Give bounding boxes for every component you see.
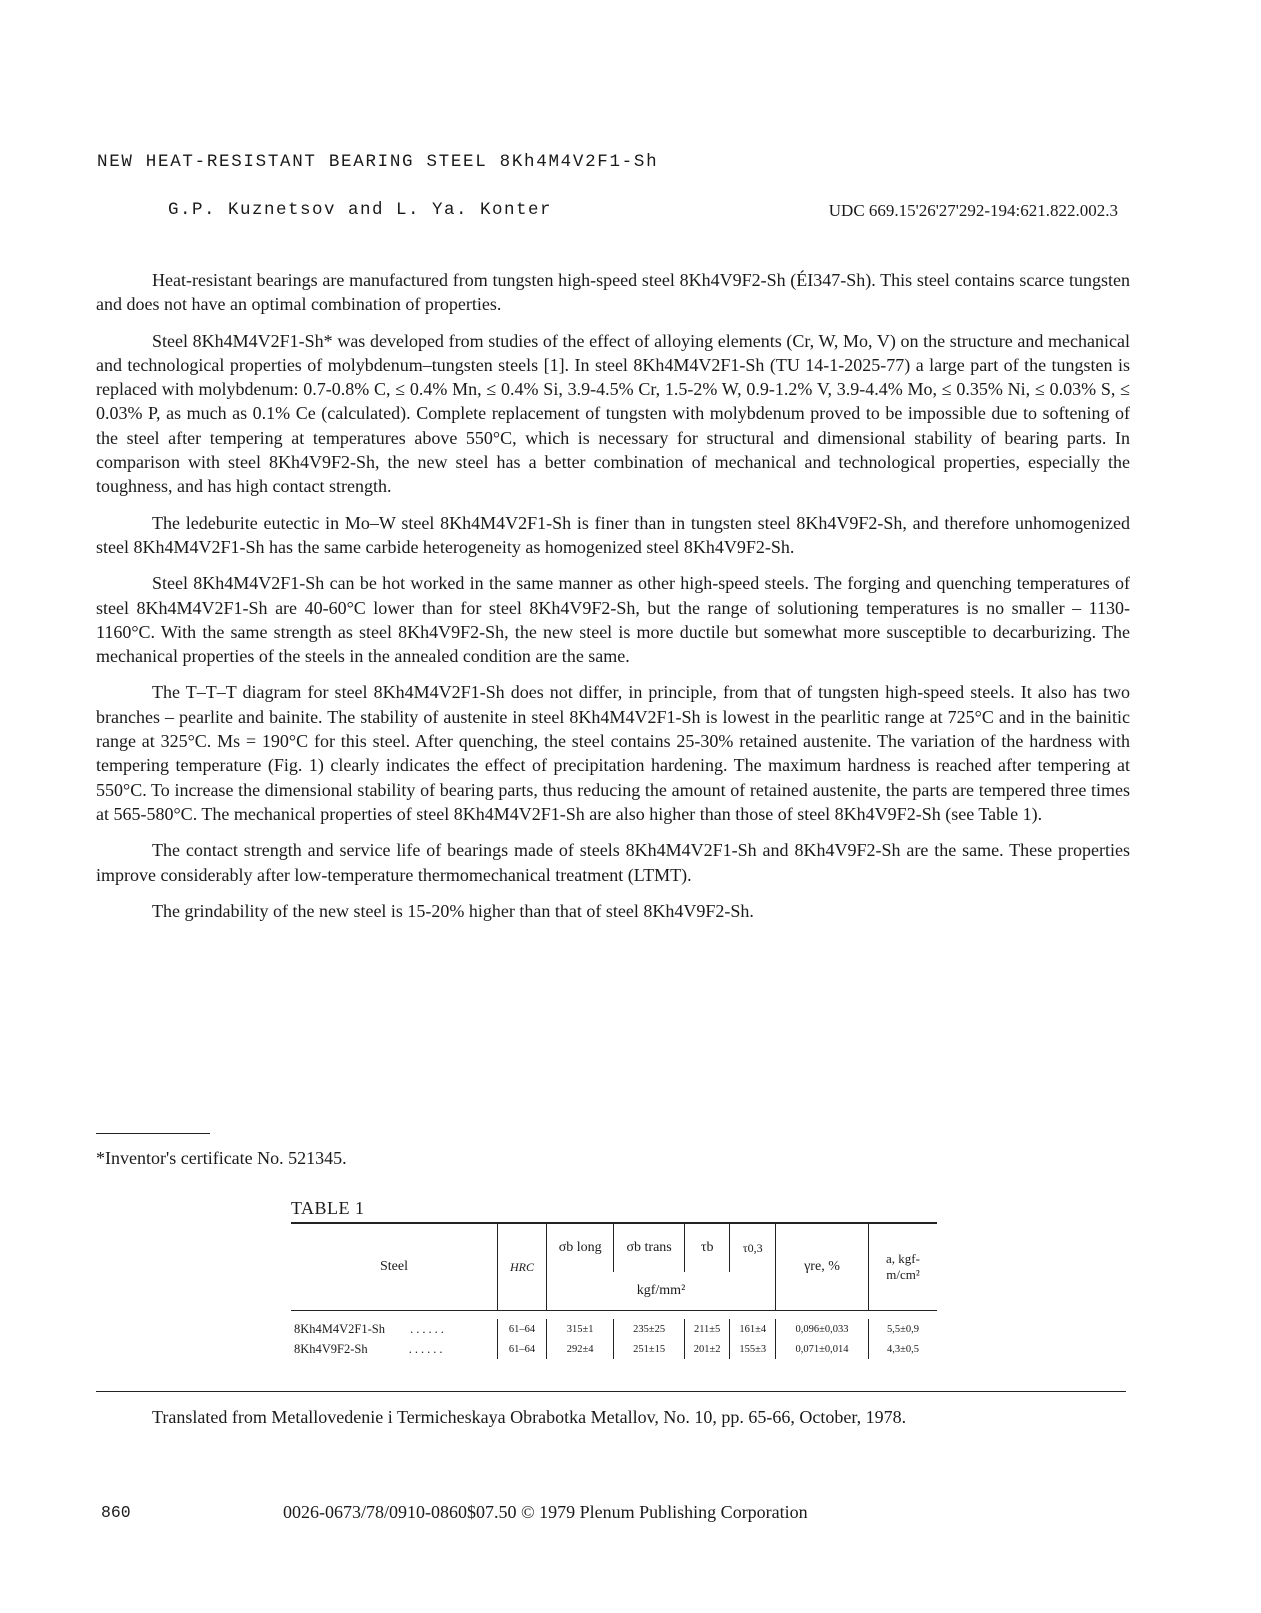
- paragraph: The grindability of the new steel is 15-20% higher than that of steel 8Kh4V9F2-Sh.: [152, 900, 754, 921]
- body-text: [96, 268, 1130, 935]
- paragraph: Steel 8Kh4M4V2F1-Sh* was developed from studies of the effect of alloying elements (Cr, W, Mo, V) on the structure and mechanical and technological properties of molybdenum–tungsten steels [1]. In steel 8Kh4M4V2F1-Sh (TU 14-1-2025-77) a large part of the tungsten is replaced with molybdenum: 0.7-0.8% C, ≤ 0.4% Mn, ≤ 0.4% Si, 3.9-4.5% Cr, 1.5-2% W, 0.9-1.2% V, 3.9-4.4% Mo, ≤ 0.35% Ni, ≤ 0.03% S, ≤ 0.03% P, as much as 0.1% Ce (calculated). Complete replacement of tungsten with molybdenum proved to be impossible due to softening of the steel after tempering at temperatures above 550°C, which is necessary for structural and dimensional stability of bearing parts. In comparison with steel 8Kh4V9F2-Sh, the new steel has a better combination of mechanical and technological properties, especially the toughness, and has high contact strength.: [96, 330, 1130, 497]
- header-sigma-long: σb long: [547, 1223, 614, 1272]
- table-label: TABLE 1: [291, 1198, 365, 1218]
- header-tau-03: τ0,3: [730, 1223, 776, 1272]
- cell-tau-b: 201±2: [684, 1339, 730, 1359]
- section-divider: [96, 1391, 1126, 1392]
- steel-name: 8Kh4M4V2F1-Sh: [294, 1322, 385, 1336]
- udc-code: UDC 669.15'26'27'292-194:621.822.002.3: [828, 201, 1118, 220]
- paragraph: The T–T–T diagram for steel 8Kh4M4V2F1-Sh does not differ, in principle, from that of tungsten high-speed steels. It also has two branches – pearlite and bainite. The stability of austenite in steel 8Kh4M4V2F1-Sh is lowest in the pearlitic range at 725°C and in the bainitic range at 325°C. Ms = 190°C for this steel. After quenching, the steel contains 25-30% retained austenite. The variation of the hardness with tempering temperature (Fig. 1) clearly indicates the effect of precipitation hardening. The maximum hardness is reached after tempering at 550°C. To increase the dimensional stability of bearing parts, thus reducing the amount of retained austenite, the parts are tempered three times at 565-580°C. The mechanical properties of steel 8Kh4M4V2F1-Sh are also higher than those of steel 8Kh4V9F2-Sh (see Table 1).: [96, 682, 1130, 824]
- leader-dots: ......: [410, 1322, 447, 1336]
- header-steel: Steel: [291, 1223, 498, 1311]
- page-number: 860: [101, 1503, 131, 1522]
- footnote: *Inventor's certificate No. 521345.: [96, 1148, 347, 1168]
- cell-impact: 4,3±0,5: [869, 1339, 938, 1359]
- publisher-code: 0026-0673/78/0910-0860$07.50 © 1979 Plenum Publishing Corporation: [283, 1502, 808, 1522]
- paper-authors: G.P. Kuznetsov and L. Ya. Konter: [168, 200, 553, 220]
- leader-dots: ......: [408, 1342, 446, 1356]
- paper-title: NEW HEAT-RESISTANT BEARING STEEL 8Kh4M4V2F1-Sh: [97, 152, 659, 172]
- header-unit: kgf/mm²: [547, 1272, 776, 1311]
- paragraph: The ledeburite eutectic in Mo–W steel 8Kh4M4V2F1-Sh is finer than in tungsten steel 8Kh4V9F2-Sh, and therefore unhomogenized steel 8Kh4M4V2F1-Sh has the same carbide heterogeneity as homogenized steel 8Kh4V9F2-Sh.: [96, 512, 1130, 557]
- cell-gamma: 0,071±0,014: [776, 1339, 869, 1359]
- properties-table: [291, 1222, 937, 1359]
- table-row: [291, 1319, 937, 1339]
- cell-gamma: 0,096±0,033: [776, 1319, 869, 1339]
- header-tau-b: τb: [684, 1223, 730, 1272]
- header-gamma: γre, %: [776, 1223, 869, 1311]
- cell-sigma-trans: 251±15: [614, 1339, 685, 1359]
- cell-tau-03: 161±4: [730, 1319, 776, 1339]
- cell-tau-b: 211±5: [684, 1319, 730, 1339]
- translation-note: Translated from Metallovedenie i Termicheskaya Obrabotka Metallov, No. 10, pp. 65-66, October, 1978.: [152, 1407, 907, 1427]
- cell-impact: 5,5±0,9: [869, 1319, 938, 1339]
- paragraph: Steel 8Kh4M4V2F1-Sh can be hot worked in the same manner as other high-speed steels. The forging and quenching temperatures of steel 8Kh4M4V2F1-Sh are 40-60°C lower than for steel 8Kh4V9F2-Sh, but the range of solutioning temperatures is no smaller – 1130-1160°C. With the same strength as steel 8Kh4V9F2-Sh, the new steel is more ductile but somewhat more susceptible to decarburizing. The mechanical properties of the steels in the annealed condition are the same.: [96, 573, 1130, 667]
- cell-hrc: 61–64: [498, 1319, 547, 1339]
- cell-sigma-long: 292±4: [547, 1339, 614, 1359]
- header-sigma-trans: σb trans: [614, 1223, 685, 1272]
- cell-sigma-trans: 235±25: [614, 1319, 685, 1339]
- cell-hrc: 61–64: [498, 1339, 547, 1359]
- table-row: [291, 1339, 937, 1359]
- footnote-divider: [96, 1133, 210, 1134]
- paragraph: The contact strength and service life of bearings made of steels 8Kh4M4V2F1-Sh and 8Kh4V9F2-Sh are the same. These properties improve considerably after low-temperature thermomechanical treatment (LTMT).: [96, 840, 1130, 885]
- cell-sigma-long: 315±1: [547, 1319, 614, 1339]
- paragraph: Heat-resistant bearings are manufactured from tungsten high-speed steel 8Kh4V9F2-Sh (ÉI347-Sh). This steel contains scarce tungsten and does not have an optimal combination of properties.: [96, 270, 1130, 315]
- steel-name: 8Kh4V9F2-Sh: [294, 1342, 368, 1356]
- cell-tau-03: 155±3: [730, 1339, 776, 1359]
- header-hrc: HRC: [498, 1223, 547, 1311]
- header-impact: a, kgf-m/cm²: [869, 1223, 938, 1311]
